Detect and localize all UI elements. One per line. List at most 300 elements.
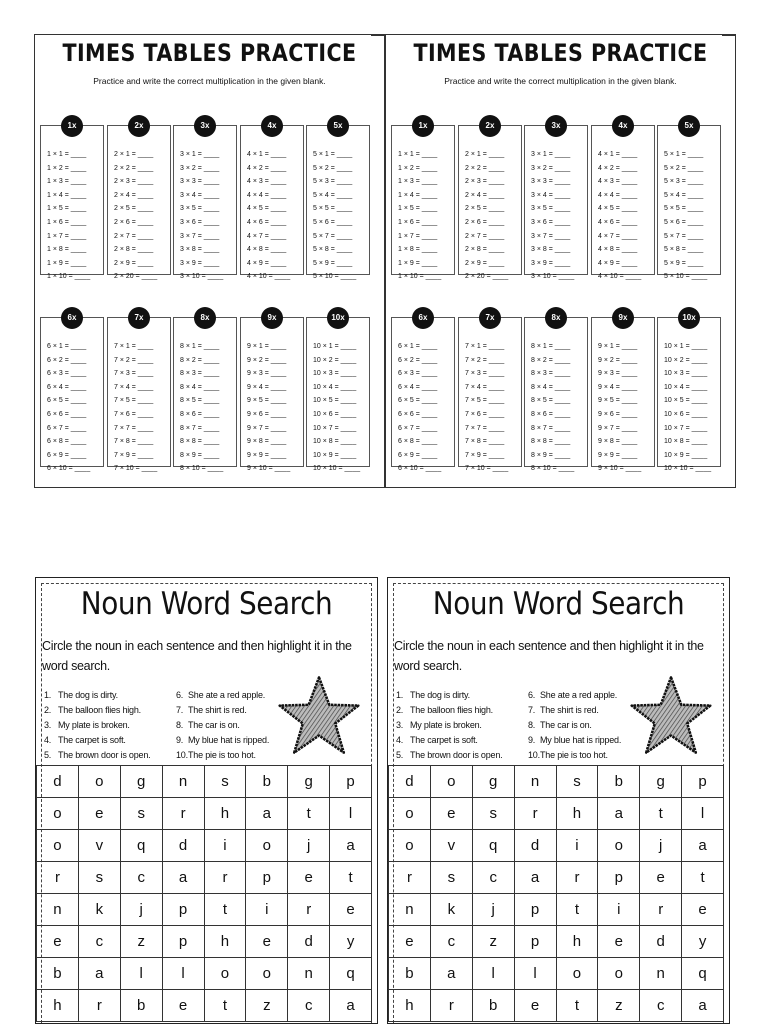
multiplication-problem[interactable]: 9 × 8 = ____ xyxy=(247,438,287,446)
multiplication-problem[interactable]: 1 × 4 = ____ xyxy=(398,191,438,199)
letter-cell[interactable]: l xyxy=(472,958,514,990)
letter-cell[interactable]: h xyxy=(204,926,246,958)
letter-cell[interactable]: q xyxy=(330,958,372,990)
letter-cell[interactable]: e xyxy=(598,926,640,958)
letter-cell[interactable]: i xyxy=(598,894,640,926)
letter-cell[interactable]: j xyxy=(640,830,682,862)
multiplication-problem[interactable]: 7 × 3 = ____ xyxy=(465,370,505,378)
multiplication-problem[interactable]: 2 × 5 = ____ xyxy=(465,205,505,213)
multiplication-problem[interactable]: 3 × 10 = ____ xyxy=(531,273,575,281)
multiplication-problem[interactable]: 3 × 5 = ____ xyxy=(531,205,571,213)
multiplication-problem[interactable]: 9 × 10 = ____ xyxy=(247,465,291,473)
multiplication-problem[interactable]: 6 × 1 = ____ xyxy=(47,343,87,350)
multiplication-problem[interactable]: 8 × 6 = ____ xyxy=(180,410,220,418)
letter-cell[interactable]: p xyxy=(598,862,640,894)
letter-cell[interactable]: n xyxy=(162,766,204,798)
multiplication-problem[interactable]: 1 × 9 = ____ xyxy=(47,259,87,267)
multiplication-problem[interactable]: 3 × 6 = ____ xyxy=(180,218,220,226)
multiplication-problem[interactable]: 4 × 7 = ____ xyxy=(247,232,287,240)
letter-cell[interactable]: q xyxy=(682,958,724,990)
multiplication-problem[interactable]: 8 × 8 = ____ xyxy=(531,438,571,446)
multiplication-problem[interactable]: 5 × 3 = ____ xyxy=(664,178,704,186)
letter-cell[interactable]: o xyxy=(246,830,288,862)
multiplication-problem[interactable]: 8 × 2 = ____ xyxy=(531,356,571,364)
multiplication-problem[interactable]: 2 × 7 = ____ xyxy=(465,232,505,240)
multiplication-problem[interactable]: 3 × 1 = ____ xyxy=(180,151,220,158)
letter-cell[interactable]: o xyxy=(430,766,472,798)
letter-cell[interactable]: i xyxy=(246,894,288,926)
multiplication-problem[interactable]: 5 × 8 = ____ xyxy=(313,246,353,254)
multiplication-problem[interactable]: 7 × 3 = ____ xyxy=(114,370,154,378)
multiplication-problem[interactable]: 10 × 10 = ____ xyxy=(313,465,361,473)
multiplication-problem[interactable]: 10 × 10 = ____ xyxy=(664,465,712,473)
multiplication-problem[interactable]: 3 × 4 = ____ xyxy=(531,191,571,199)
multiplication-problem[interactable]: 6 × 10 = ____ xyxy=(398,465,442,473)
letter-cell[interactable]: z xyxy=(472,926,514,958)
multiplication-problem[interactable]: 10 × 6 = ____ xyxy=(313,410,357,418)
multiplication-problem[interactable]: 4 × 5 = ____ xyxy=(247,205,287,213)
multiplication-problem[interactable]: 10 × 1 = ____ xyxy=(664,343,708,350)
letter-cell[interactable]: j xyxy=(472,894,514,926)
letter-cell[interactable]: l xyxy=(120,958,162,990)
letter-cell[interactable]: e xyxy=(514,990,556,1022)
multiplication-problem[interactable]: 1 × 1 = ____ xyxy=(398,151,438,158)
multiplication-problem[interactable]: 8 × 8 = ____ xyxy=(180,438,220,446)
multiplication-problem[interactable]: 9 × 6 = ____ xyxy=(598,410,638,418)
multiplication-problem[interactable]: 2 × 1 = ____ xyxy=(114,151,154,158)
multiplication-problem[interactable]: 6 × 2 = ____ xyxy=(398,356,438,364)
letter-cell[interactable]: r xyxy=(162,798,204,830)
letter-cell[interactable]: n xyxy=(640,958,682,990)
multiplication-problem[interactable]: 4 × 10 = ____ xyxy=(247,273,291,281)
letter-cell[interactable]: h xyxy=(204,798,246,830)
multiplication-problem[interactable]: 1 × 2 = ____ xyxy=(47,164,87,172)
multiplication-problem[interactable]: 7 × 7 = ____ xyxy=(465,424,505,432)
letter-cell[interactable]: c xyxy=(288,990,330,1022)
multiplication-problem[interactable]: 7 × 7 = ____ xyxy=(114,424,154,432)
multiplication-problem[interactable]: 10 × 5 = ____ xyxy=(313,397,357,405)
letter-cell[interactable]: c xyxy=(640,990,682,1022)
multiplication-problem[interactable]: 5 × 6 = ____ xyxy=(313,218,353,226)
letter-cell[interactable]: d xyxy=(514,830,556,862)
letter-cell[interactable]: v xyxy=(430,830,472,862)
multiplication-problem[interactable]: 8 × 1 = ____ xyxy=(180,343,220,350)
multiplication-problem[interactable]: 7 × 1 = ____ xyxy=(114,343,154,350)
multiplication-problem[interactable]: 10 × 1 = ____ xyxy=(313,343,357,350)
multiplication-problem[interactable]: 10 × 3 = ____ xyxy=(313,370,357,378)
multiplication-problem[interactable]: 7 × 10 = ____ xyxy=(114,465,158,473)
letter-cell[interactable]: e xyxy=(162,990,204,1022)
multiplication-problem[interactable]: 6 × 2 = ____ xyxy=(47,356,87,364)
multiplication-problem[interactable]: 5 × 7 = ____ xyxy=(313,232,353,240)
multiplication-problem[interactable]: 8 × 9 = ____ xyxy=(531,451,571,459)
letter-cell[interactable]: j xyxy=(288,830,330,862)
multiplication-problem[interactable]: 5 × 1 = ____ xyxy=(664,151,704,158)
multiplication-problem[interactable]: 5 × 4 = ____ xyxy=(664,191,704,199)
letter-cell[interactable]: o xyxy=(37,798,79,830)
multiplication-problem[interactable]: 9 × 3 = ____ xyxy=(247,370,287,378)
letter-cell[interactable]: e xyxy=(330,894,372,926)
multiplication-problem[interactable]: 6 × 5 = ____ xyxy=(398,397,438,405)
multiplication-problem[interactable]: 4 × 9 = ____ xyxy=(598,259,638,267)
multiplication-problem[interactable]: 7 × 4 = ____ xyxy=(465,383,505,391)
letter-cell[interactable]: l xyxy=(514,958,556,990)
multiplication-problem[interactable]: 3 × 8 = ____ xyxy=(531,246,571,254)
letter-cell[interactable]: h xyxy=(37,990,79,1022)
letter-cell[interactable]: t xyxy=(556,894,598,926)
letter-cell[interactable]: r xyxy=(37,862,79,894)
multiplication-problem[interactable]: 9 × 10 = ____ xyxy=(598,465,642,473)
letter-cell[interactable]: o xyxy=(246,958,288,990)
multiplication-problem[interactable]: 2 × 3 = ____ xyxy=(465,178,505,186)
multiplication-problem[interactable]: 10 × 9 = ____ xyxy=(313,451,357,459)
multiplication-problem[interactable]: 10 × 4 = ____ xyxy=(313,383,357,391)
multiplication-problem[interactable]: 7 × 6 = ____ xyxy=(114,410,154,418)
letter-cell[interactable]: b xyxy=(37,958,79,990)
multiplication-problem[interactable]: 6 × 6 = ____ xyxy=(398,410,438,418)
multiplication-problem[interactable]: 6 × 6 = ____ xyxy=(47,410,87,418)
letter-cell[interactable]: o xyxy=(204,958,246,990)
multiplication-problem[interactable]: 10 × 6 = ____ xyxy=(664,410,708,418)
multiplication-problem[interactable]: 4 × 10 = ____ xyxy=(598,273,642,281)
multiplication-problem[interactable]: 8 × 5 = ____ xyxy=(531,397,571,405)
letter-cell[interactable]: z xyxy=(246,990,288,1022)
multiplication-problem[interactable]: 2 × 9 = ____ xyxy=(465,259,505,267)
letter-cell[interactable]: a xyxy=(430,958,472,990)
letter-cell[interactable]: c xyxy=(472,862,514,894)
multiplication-problem[interactable]: 2 × 2 = ____ xyxy=(465,164,505,172)
multiplication-problem[interactable]: 9 × 1 = ____ xyxy=(247,343,287,350)
multiplication-problem[interactable]: 2 × 7 = ____ xyxy=(114,232,154,240)
multiplication-problem[interactable]: 6 × 7 = ____ xyxy=(47,424,87,432)
letter-cell[interactable]: t xyxy=(330,862,372,894)
multiplication-problem[interactable]: 4 × 6 = ____ xyxy=(598,218,638,226)
letter-cell[interactable]: r xyxy=(204,862,246,894)
letter-cell[interactable]: k xyxy=(78,894,120,926)
multiplication-problem[interactable]: 10 × 5 = ____ xyxy=(664,397,708,405)
letter-cell[interactable]: l xyxy=(330,798,372,830)
letter-cell[interactable]: q xyxy=(120,830,162,862)
multiplication-problem[interactable]: 1 × 3 = ____ xyxy=(47,178,87,186)
letter-cell[interactable]: e xyxy=(37,926,79,958)
multiplication-problem[interactable]: 5 × 2 = ____ xyxy=(664,164,704,172)
multiplication-problem[interactable]: 10 × 3 = ____ xyxy=(664,370,708,378)
multiplication-problem[interactable]: 1 × 10 = ____ xyxy=(47,273,91,281)
multiplication-problem[interactable]: 7 × 8 = ____ xyxy=(114,438,154,446)
letter-cell[interactable]: h xyxy=(389,990,431,1022)
letter-cell[interactable]: s xyxy=(78,862,120,894)
multiplication-problem[interactable]: 4 × 5 = ____ xyxy=(598,205,638,213)
multiplication-problem[interactable]: 3 × 10 = ____ xyxy=(180,273,224,281)
multiplication-problem[interactable]: 2 × 20 = ____ xyxy=(114,273,158,281)
letter-cell[interactable]: z xyxy=(120,926,162,958)
multiplication-problem[interactable]: 9 × 2 = ____ xyxy=(247,356,287,364)
letter-cell[interactable]: g xyxy=(640,766,682,798)
multiplication-problem[interactable]: 10 × 8 = ____ xyxy=(313,438,357,446)
letter-cell[interactable]: d xyxy=(288,926,330,958)
multiplication-problem[interactable]: 3 × 6 = ____ xyxy=(531,218,571,226)
letter-cell[interactable]: p xyxy=(514,926,556,958)
letter-cell[interactable]: r xyxy=(514,798,556,830)
multiplication-problem[interactable]: 7 × 5 = ____ xyxy=(465,397,505,405)
multiplication-problem[interactable]: 10 × 4 = ____ xyxy=(664,383,708,391)
letter-cell[interactable]: j xyxy=(120,894,162,926)
multiplication-problem[interactable]: 5 × 9 = ____ xyxy=(313,259,353,267)
letter-cell[interactable]: i xyxy=(556,830,598,862)
multiplication-problem[interactable]: 5 × 7 = ____ xyxy=(664,232,704,240)
multiplication-problem[interactable]: 4 × 7 = ____ xyxy=(598,232,638,240)
letter-cell[interactable]: l xyxy=(162,958,204,990)
multiplication-problem[interactable]: 5 × 5 = ____ xyxy=(664,205,704,213)
letter-cell[interactable]: i xyxy=(204,830,246,862)
multiplication-problem[interactable]: 8 × 6 = ____ xyxy=(531,410,571,418)
letter-cell[interactable]: s xyxy=(204,766,246,798)
multiplication-problem[interactable]: 10 × 2 = ____ xyxy=(664,356,708,364)
letter-cell[interactable]: r xyxy=(78,990,120,1022)
multiplication-problem[interactable]: 7 × 9 = ____ xyxy=(114,451,154,459)
multiplication-problem[interactable]: 3 × 7 = ____ xyxy=(180,232,220,240)
letter-cell[interactable]: n xyxy=(389,894,431,926)
letter-cell[interactable]: a xyxy=(682,990,724,1022)
letter-cell[interactable]: o xyxy=(389,798,431,830)
letter-cell[interactable]: g xyxy=(120,766,162,798)
multiplication-problem[interactable]: 6 × 4 = ____ xyxy=(47,383,87,391)
multiplication-problem[interactable]: 1 × 7 = ____ xyxy=(398,232,438,240)
letter-cell[interactable]: e xyxy=(288,862,330,894)
multiplication-problem[interactable]: 2 × 6 = ____ xyxy=(114,218,154,226)
multiplication-problem[interactable]: 4 × 4 = ____ xyxy=(598,191,638,199)
letter-cell[interactable]: r xyxy=(640,894,682,926)
multiplication-problem[interactable]: 7 × 2 = ____ xyxy=(465,356,505,364)
letter-cell[interactable]: r xyxy=(288,894,330,926)
multiplication-problem[interactable]: 2 × 2 = ____ xyxy=(114,164,154,172)
multiplication-problem[interactable]: 3 × 5 = ____ xyxy=(180,205,220,213)
letter-cell[interactable]: k xyxy=(430,894,472,926)
multiplication-problem[interactable]: 7 × 9 = ____ xyxy=(465,451,505,459)
multiplication-problem[interactable]: 7 × 5 = ____ xyxy=(114,397,154,405)
letter-cell[interactable]: b xyxy=(246,766,288,798)
letter-cell[interactable]: p xyxy=(330,766,372,798)
letter-cell[interactable]: a xyxy=(246,798,288,830)
letter-cell[interactable]: t xyxy=(204,894,246,926)
multiplication-problem[interactable]: 3 × 2 = ____ xyxy=(180,164,220,172)
multiplication-problem[interactable]: 10 × 9 = ____ xyxy=(664,451,708,459)
multiplication-problem[interactable]: 2 × 4 = ____ xyxy=(114,191,154,199)
multiplication-problem[interactable]: 6 × 8 = ____ xyxy=(47,438,87,446)
multiplication-problem[interactable]: 5 × 10 = ____ xyxy=(664,273,708,281)
multiplication-problem[interactable]: 3 × 4 = ____ xyxy=(180,191,220,199)
letter-cell[interactable]: e xyxy=(389,926,431,958)
multiplication-problem[interactable]: 1 × 6 = ____ xyxy=(398,218,438,226)
multiplication-problem[interactable]: 6 × 9 = ____ xyxy=(398,451,438,459)
letter-cell[interactable]: o xyxy=(598,958,640,990)
letter-cell[interactable]: e xyxy=(430,798,472,830)
letter-cell[interactable]: p xyxy=(162,894,204,926)
letter-cell[interactable]: c xyxy=(78,926,120,958)
letter-cell[interactable]: s xyxy=(556,766,598,798)
letter-cell[interactable]: c xyxy=(430,926,472,958)
letter-cell[interactable]: t xyxy=(682,862,724,894)
multiplication-problem[interactable]: 6 × 7 = ____ xyxy=(398,424,438,432)
multiplication-problem[interactable]: 9 × 6 = ____ xyxy=(247,410,287,418)
multiplication-problem[interactable]: 9 × 4 = ____ xyxy=(247,383,287,391)
letter-cell[interactable]: b xyxy=(598,766,640,798)
multiplication-problem[interactable]: 5 × 1 = ____ xyxy=(313,151,353,158)
letter-cell[interactable]: b xyxy=(389,958,431,990)
multiplication-problem[interactable]: 9 × 7 = ____ xyxy=(598,424,638,432)
letter-cell[interactable]: a xyxy=(330,990,372,1022)
letter-cell[interactable]: p xyxy=(246,862,288,894)
multiplication-problem[interactable]: 2 × 9 = ____ xyxy=(114,259,154,267)
multiplication-problem[interactable]: 4 × 2 = ____ xyxy=(598,164,638,172)
multiplication-problem[interactable]: 8 × 2 = ____ xyxy=(180,356,220,364)
multiplication-problem[interactable]: 2 × 4 = ____ xyxy=(465,191,505,199)
multiplication-problem[interactable]: 9 × 9 = ____ xyxy=(247,451,287,459)
multiplication-problem[interactable]: 6 × 5 = ____ xyxy=(47,397,87,405)
multiplication-problem[interactable]: 1 × 4 = ____ xyxy=(47,191,87,199)
multiplication-problem[interactable]: 9 × 4 = ____ xyxy=(598,383,638,391)
multiplication-problem[interactable]: 8 × 7 = ____ xyxy=(531,424,571,432)
multiplication-problem[interactable]: 10 × 7 = ____ xyxy=(664,424,708,432)
letter-cell[interactable]: n xyxy=(288,958,330,990)
multiplication-problem[interactable]: 1 × 5 = ____ xyxy=(47,205,87,213)
letter-cell[interactable]: g xyxy=(472,766,514,798)
multiplication-problem[interactable]: 4 × 4 = ____ xyxy=(247,191,287,199)
multiplication-problem[interactable]: 9 × 9 = ____ xyxy=(598,451,638,459)
letter-cell[interactable]: h xyxy=(556,926,598,958)
multiplication-problem[interactable]: 7 × 8 = ____ xyxy=(465,438,505,446)
letter-cell[interactable]: o xyxy=(556,958,598,990)
multiplication-problem[interactable]: 4 × 2 = ____ xyxy=(247,164,287,172)
multiplication-problem[interactable]: 8 × 5 = ____ xyxy=(180,397,220,405)
multiplication-problem[interactable]: 6 × 10 = ____ xyxy=(47,465,91,473)
letter-cell[interactable]: r xyxy=(430,990,472,1022)
letter-cell[interactable]: d xyxy=(37,766,79,798)
multiplication-problem[interactable]: 8 × 9 = ____ xyxy=(180,451,220,459)
multiplication-problem[interactable]: 3 × 3 = ____ xyxy=(531,178,571,186)
letter-cell[interactable]: b xyxy=(120,990,162,1022)
multiplication-problem[interactable]: 5 × 10 = ____ xyxy=(313,273,357,281)
multiplication-problem[interactable]: 9 × 5 = ____ xyxy=(598,397,638,405)
multiplication-problem[interactable]: 3 × 9 = ____ xyxy=(531,259,571,267)
multiplication-problem[interactable]: 3 × 9 = ____ xyxy=(180,259,220,267)
letter-cell[interactable]: t xyxy=(556,990,598,1022)
letter-cell[interactable]: d xyxy=(162,830,204,862)
letter-cell[interactable]: n xyxy=(37,894,79,926)
multiplication-problem[interactable]: 5 × 5 = ____ xyxy=(313,205,353,213)
letter-cell[interactable]: a xyxy=(330,830,372,862)
letter-cell[interactable]: e xyxy=(682,894,724,926)
multiplication-problem[interactable]: 6 × 1 = ____ xyxy=(398,343,438,350)
letter-cell[interactable]: q xyxy=(472,830,514,862)
multiplication-problem[interactable]: 4 × 3 = ____ xyxy=(247,178,287,186)
multiplication-problem[interactable]: 8 × 4 = ____ xyxy=(180,383,220,391)
letter-cell[interactable]: s xyxy=(430,862,472,894)
multiplication-problem[interactable]: 3 × 7 = ____ xyxy=(531,232,571,240)
multiplication-problem[interactable]: 7 × 10 = ____ xyxy=(465,465,509,473)
letter-cell[interactable]: y xyxy=(682,926,724,958)
letter-cell[interactable]: e xyxy=(640,862,682,894)
multiplication-problem[interactable]: 5 × 6 = ____ xyxy=(664,218,704,226)
multiplication-problem[interactable]: 6 × 3 = ____ xyxy=(398,370,438,378)
multiplication-problem[interactable]: 8 × 10 = ____ xyxy=(531,465,575,473)
multiplication-problem[interactable]: 8 × 3 = ____ xyxy=(180,370,220,378)
letter-cell[interactable]: e xyxy=(246,926,288,958)
multiplication-problem[interactable]: 4 × 1 = ____ xyxy=(598,151,638,158)
multiplication-problem[interactable]: 9 × 8 = ____ xyxy=(598,438,638,446)
multiplication-problem[interactable]: 8 × 7 = ____ xyxy=(180,424,220,432)
multiplication-problem[interactable]: 7 × 4 = ____ xyxy=(114,383,154,391)
letter-cell[interactable]: t xyxy=(204,990,246,1022)
multiplication-problem[interactable]: 2 × 8 = ____ xyxy=(114,246,154,254)
multiplication-problem[interactable]: 9 × 5 = ____ xyxy=(247,397,287,405)
multiplication-problem[interactable]: 6 × 8 = ____ xyxy=(398,438,438,446)
multiplication-problem[interactable]: 2 × 3 = ____ xyxy=(114,178,154,186)
letter-cell[interactable]: a xyxy=(682,830,724,862)
multiplication-problem[interactable]: 8 × 3 = ____ xyxy=(531,370,571,378)
letter-cell[interactable]: h xyxy=(556,798,598,830)
multiplication-problem[interactable]: 3 × 3 = ____ xyxy=(180,178,220,186)
multiplication-problem[interactable]: 7 × 6 = ____ xyxy=(465,410,505,418)
multiplication-problem[interactable]: 2 × 6 = ____ xyxy=(465,218,505,226)
letter-cell[interactable]: g xyxy=(288,766,330,798)
multiplication-problem[interactable]: 3 × 8 = ____ xyxy=(180,246,220,254)
multiplication-problem[interactable]: 6 × 9 = ____ xyxy=(47,451,87,459)
multiplication-problem[interactable]: 1 × 1 = ____ xyxy=(47,151,87,158)
multiplication-problem[interactable]: 10 × 7 = ____ xyxy=(313,424,357,432)
letter-cell[interactable]: t xyxy=(640,798,682,830)
multiplication-problem[interactable]: 2 × 1 = ____ xyxy=(465,151,505,158)
multiplication-problem[interactable]: 3 × 1 = ____ xyxy=(531,151,571,158)
multiplication-problem[interactable]: 9 × 1 = ____ xyxy=(598,343,638,350)
letter-cell[interactable]: t xyxy=(288,798,330,830)
multiplication-problem[interactable]: 2 × 8 = ____ xyxy=(465,246,505,254)
multiplication-problem[interactable]: 6 × 4 = ____ xyxy=(398,383,438,391)
letter-cell[interactable]: r xyxy=(389,862,431,894)
multiplication-problem[interactable]: 4 × 9 = ____ xyxy=(247,259,287,267)
letter-cell[interactable]: d xyxy=(640,926,682,958)
multiplication-problem[interactable]: 8 × 4 = ____ xyxy=(531,383,571,391)
multiplication-problem[interactable]: 4 × 8 = ____ xyxy=(247,246,287,254)
letter-cell[interactable]: v xyxy=(78,830,120,862)
multiplication-problem[interactable]: 1 × 8 = ____ xyxy=(398,246,438,254)
multiplication-problem[interactable]: 1 × 8 = ____ xyxy=(47,246,87,254)
multiplication-problem[interactable]: 10 × 8 = ____ xyxy=(664,438,708,446)
multiplication-problem[interactable]: 5 × 9 = ____ xyxy=(664,259,704,267)
multiplication-problem[interactable]: 1 × 5 = ____ xyxy=(398,205,438,213)
letter-cell[interactable]: b xyxy=(472,990,514,1022)
letter-cell[interactable]: a xyxy=(598,798,640,830)
letter-cell[interactable]: s xyxy=(120,798,162,830)
multiplication-problem[interactable]: 7 × 1 = ____ xyxy=(465,343,505,350)
letter-cell[interactable]: a xyxy=(78,958,120,990)
multiplication-problem[interactable]: 1 × 3 = ____ xyxy=(398,178,438,186)
multiplication-problem[interactable]: 4 × 1 = ____ xyxy=(247,151,287,158)
letter-cell[interactable]: o xyxy=(78,766,120,798)
multiplication-problem[interactable]: 5 × 3 = ____ xyxy=(313,178,353,186)
letter-cell[interactable]: a xyxy=(514,862,556,894)
letter-cell[interactable]: d xyxy=(389,766,431,798)
multiplication-problem[interactable]: 9 × 7 = ____ xyxy=(247,424,287,432)
multiplication-problem[interactable]: 3 × 2 = ____ xyxy=(531,164,571,172)
letter-cell[interactable]: o xyxy=(37,830,79,862)
multiplication-problem[interactable]: 9 × 2 = ____ xyxy=(598,356,638,364)
letter-cell[interactable]: a xyxy=(162,862,204,894)
multiplication-problem[interactable]: 7 × 2 = ____ xyxy=(114,356,154,364)
letter-cell[interactable]: l xyxy=(682,798,724,830)
multiplication-problem[interactable]: 1 × 6 = ____ xyxy=(47,218,87,226)
letter-cell[interactable]: y xyxy=(330,926,372,958)
